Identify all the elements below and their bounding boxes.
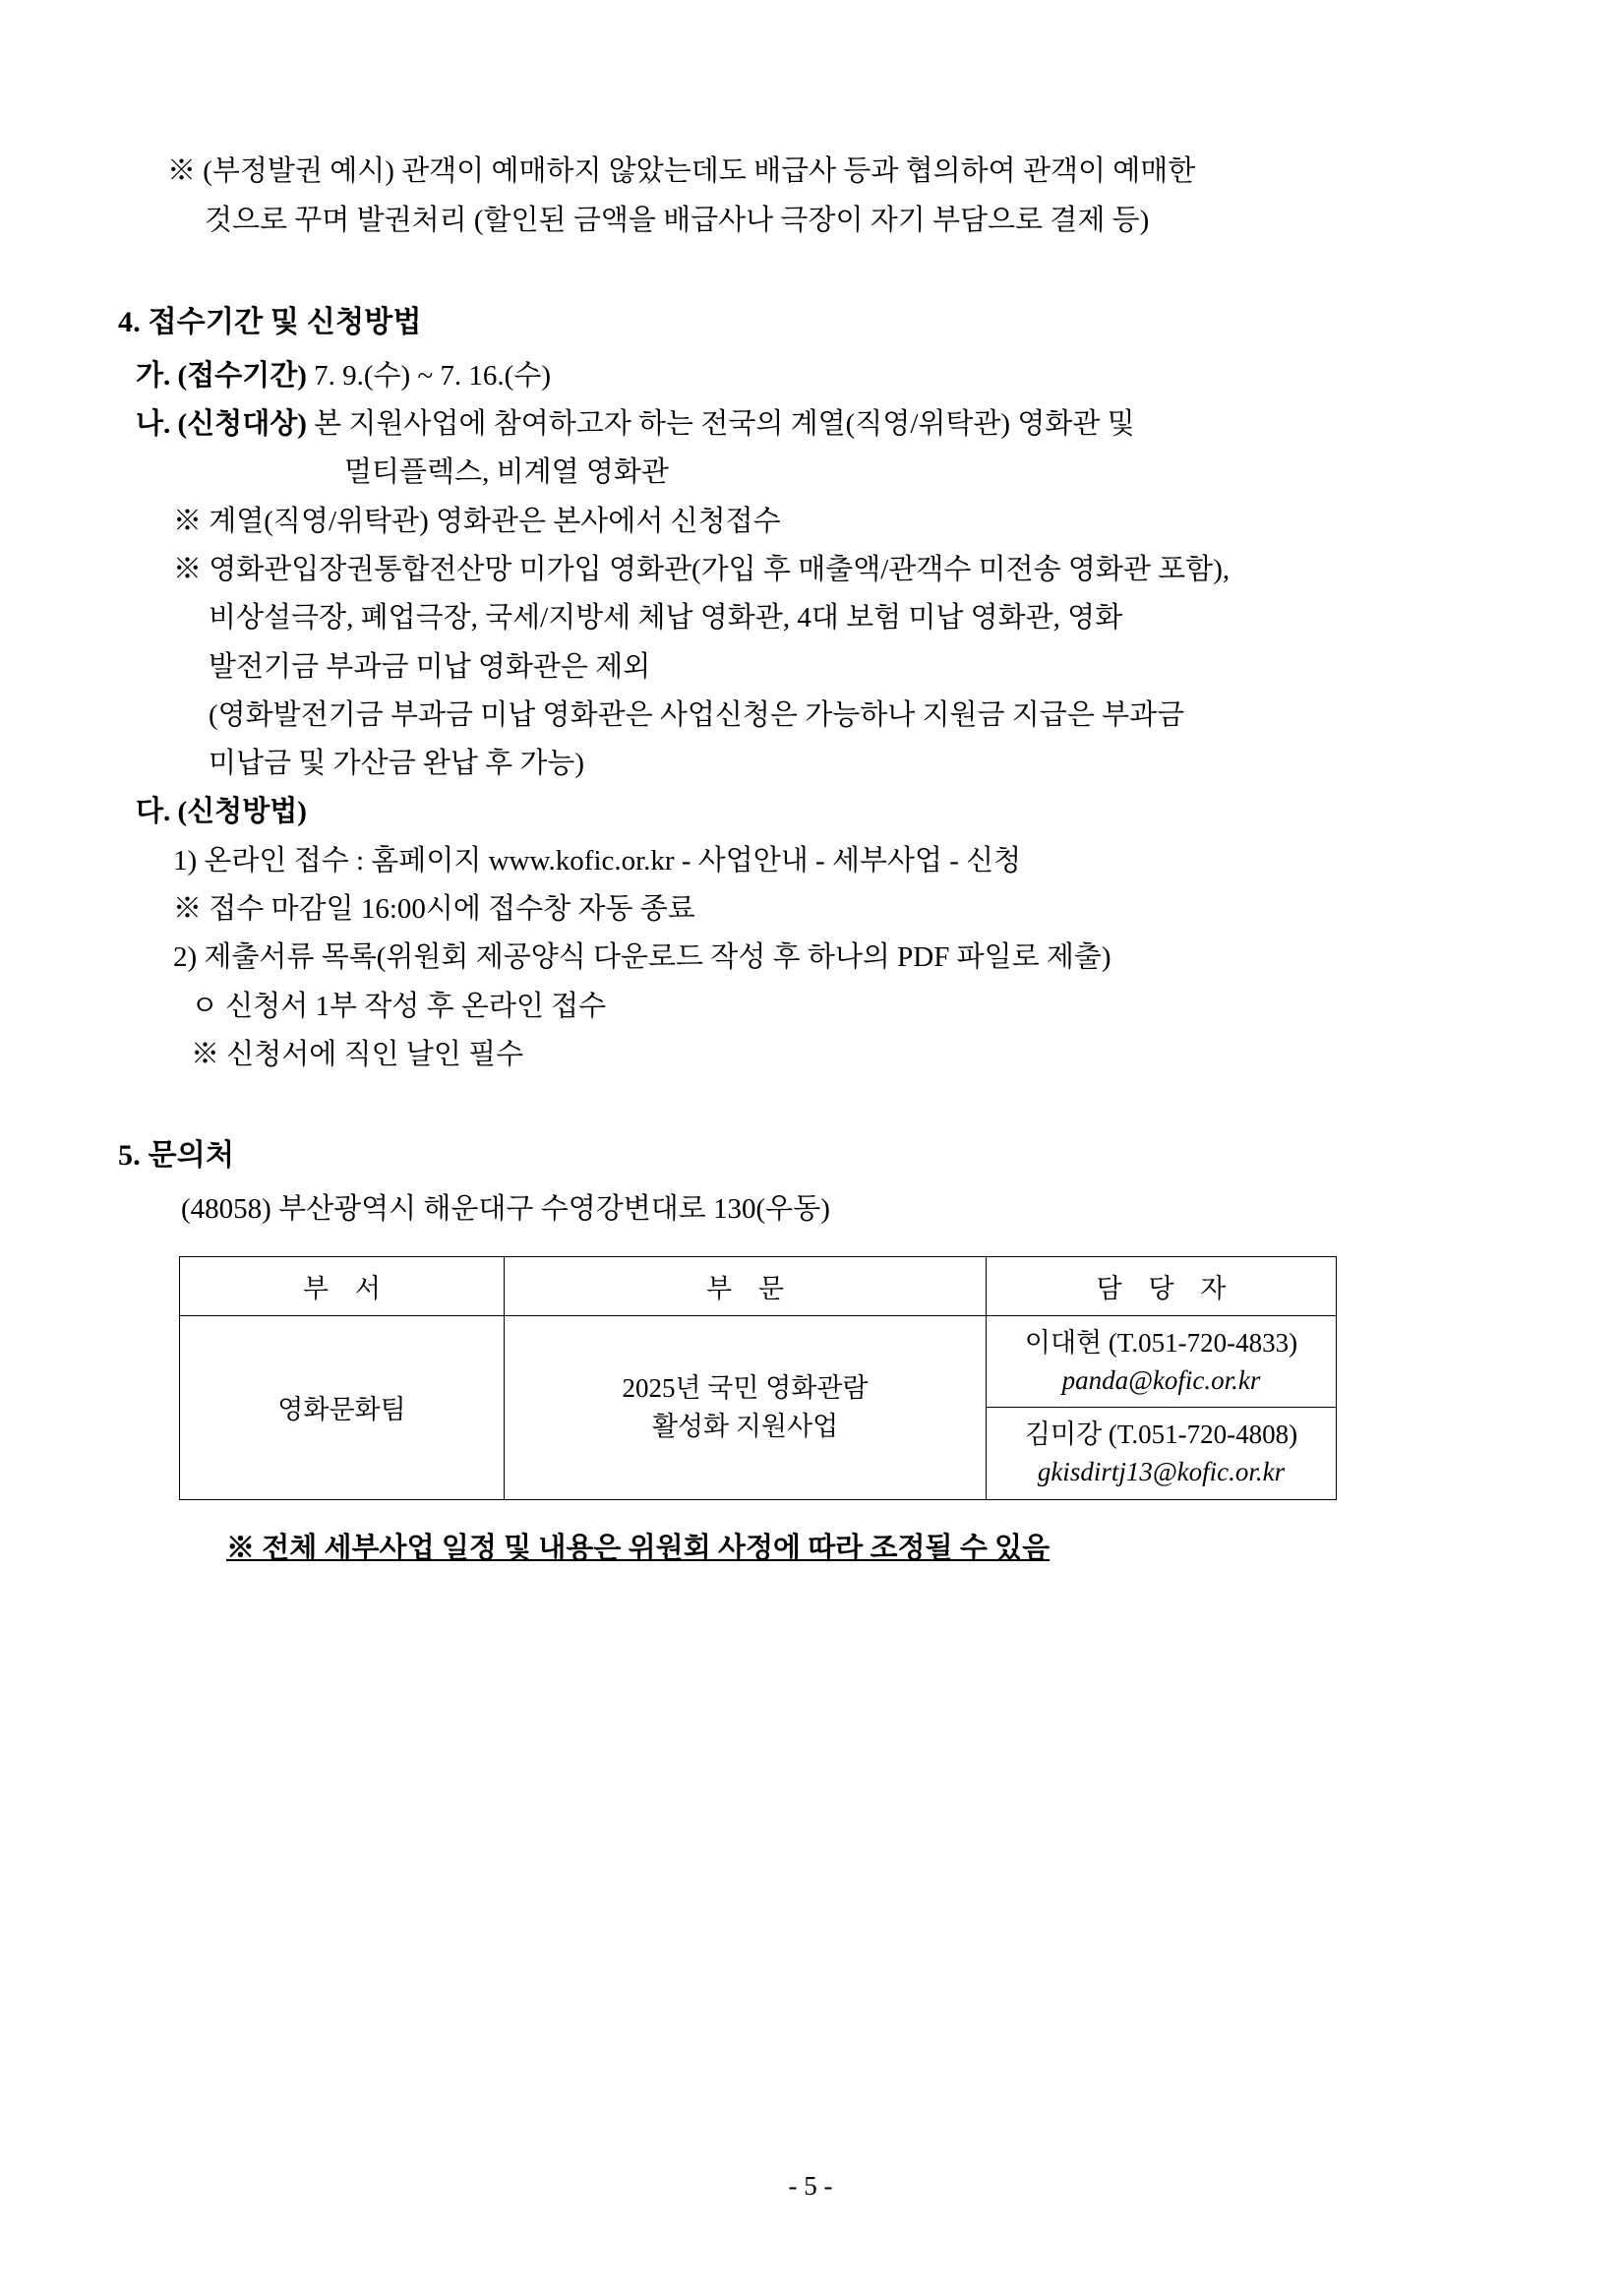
table-footnote-text: ※ 전체 세부사업 일정 및 내용은 위원회 사정에 따라 조정될 수 있음 [226, 1532, 1051, 1564]
spacer [118, 246, 1503, 297]
business-line-2: 활성화 지원사업 [651, 1411, 839, 1441]
section-4-title: 4. 접수기간 및 신청방법 [118, 305, 422, 338]
manager-2-name: 김미강 (T.051-720-4808) [1024, 1420, 1298, 1450]
manager-2-email: gkisdirtj13@kofic.or.kr [1037, 1457, 1286, 1487]
item-b-note-3-line2: 미납금 및 가산금 완납 후 가능) [209, 748, 585, 780]
header-division: 부 문 [505, 1256, 987, 1315]
table-row [180, 1315, 1337, 1408]
header-manager: 담 당 자 [987, 1256, 1337, 1315]
item-c-method [136, 788, 1503, 836]
section-5-title: 5. 문의처 [118, 1139, 235, 1173]
item-b-target [136, 400, 1503, 449]
item-c-2-sub: ㅇ 신청서 1부 작성 후 온라인 접수 [191, 990, 607, 1022]
item-c-note-2: ※ 신청서에 직인 날인 필수 [191, 1038, 524, 1070]
header-department: 부 서 [180, 1256, 505, 1315]
item-b-note-1: ※ 계열(직영/위탁관) 영화관은 본사에서 신청접수 [173, 505, 781, 537]
cell-manager-2 [987, 1408, 1337, 1500]
item-b-text: 본 지원사업에 참여하고자 하는 전국의 계열(직영/위탁관) 영화관 및 [306, 408, 1135, 441]
cell-business [505, 1315, 987, 1499]
item-a-label: 가. (접수기간) [136, 359, 307, 392]
item-c-note-1: ※ 접수 마감일 16:00시에 접수창 자동 종료 [173, 893, 695, 926]
item-b-note-2-line3: 발전기금 부과금 미납 영화관은 제외 [209, 650, 651, 683]
item-a-receipt-period [136, 352, 1503, 400]
item-c-1-online: 1) 온라인 접수 : 홈페이지 www.kofic.or.kr - 사업안내 - 세부사업 - 신청 [173, 844, 1022, 876]
item-b-note-3-line1: (영화발전기금 부과금 미납 영화관은 사업신청은 가능하나 지원금 지급은 부과금 [209, 698, 1185, 731]
contact-table [179, 1256, 1337, 1500]
item-b-note-2-line2: 비상설극장, 폐업극장, 국세/지방세 체납 영화관, 4대 보험 미납 영화관, 영화 [209, 602, 1123, 634]
spacer [118, 1079, 1503, 1130]
item-c-label: 다. (신청방법) [136, 796, 307, 828]
manager-1-name: 이대현 (T.051-720-4833) [1024, 1327, 1298, 1358]
item-c-2-documents: 2) 제출서류 목록(위원회 제공양식 다운로드 작성 후 하나의 PDF 파일로 제출) [173, 941, 1111, 974]
top-note-line-1: ※ (부정발권 예시) 관객이 예매하지 않았는데도 배급사 등과 협의하여 관객이 예매한 [167, 155, 1196, 187]
table-header-row [180, 1256, 1337, 1315]
cell-department: 영화문화팀 [180, 1315, 505, 1499]
contact-address: (48058) 부산광역시 해운대구 수영강변대로 130(우동) [181, 1193, 830, 1226]
item-b-label: 나. (신청대상) [136, 408, 307, 441]
item-b-text-line2: 멀티플렉스, 비계열 영화관 [344, 456, 669, 489]
item-a-text: 7. 9.(수) ~ 7. 16.(수) [306, 359, 551, 392]
table-footnote [226, 1526, 1503, 1566]
spacer [118, 340, 1503, 352]
spacer [118, 1174, 1503, 1185]
page-number: - 5 - [788, 2171, 833, 2201]
manager-1-email: panda@kofic.or.kr [1061, 1364, 1261, 1395]
item-b-note-2-line1: ※ 영화관입장권통합전산망 미가입 영화관(가입 후 매출액/관객수 미전송 영화관 포함), [173, 553, 1231, 585]
cell-manager-1 [987, 1315, 1337, 1408]
top-note-line-2: 것으로 꾸며 발권처리 (할인된 금액을 배급사나 극장이 자기 부담으로 결제 등) [205, 204, 1150, 236]
business-line-1: 2025년 국민 영화관람 [622, 1372, 869, 1403]
